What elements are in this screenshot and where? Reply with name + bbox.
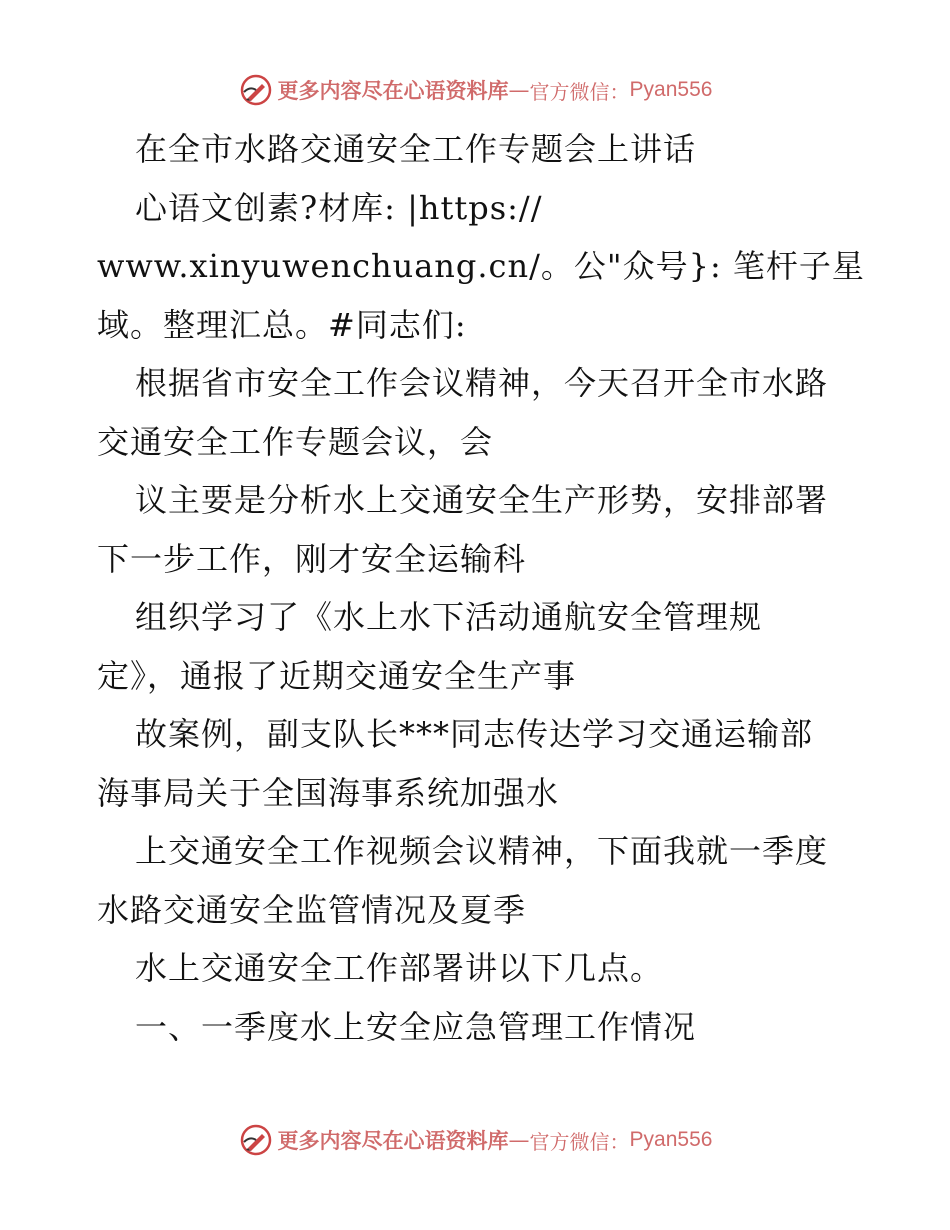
text-line: 议主要是分析水上交通安全生产形势，安排部署 bbox=[135, 481, 829, 519]
banner-title: 更多内容尽在心语资料库 bbox=[277, 1128, 509, 1153]
footer-banner bbox=[0, 1120, 950, 1160]
text-line: 定》，通报了近期交通安全生产事 bbox=[97, 656, 577, 695]
pen-logo-icon bbox=[238, 1122, 274, 1158]
text-line: 根据省市安全工作会议精神，今天召开全市水路 bbox=[135, 364, 829, 402]
section-heading: 一、一季度水上安全应急管理工作情况 bbox=[135, 1007, 697, 1046]
banner-separator: — bbox=[508, 1128, 530, 1152]
banner-wechat-label: 官方微信： bbox=[529, 79, 630, 104]
banner-wechat-id: Pyan556 bbox=[629, 78, 713, 101]
text-line: 心语文创素?材库: |https:// bbox=[135, 188, 543, 227]
text-line: 交通安全工作专题会议，会 bbox=[97, 422, 494, 461]
text-line: 水路交通安全监管情况及夏季 bbox=[97, 890, 527, 929]
text-line: 故案例，副支队长***同志传达学习交通运输部 bbox=[135, 715, 814, 753]
text-line: 组织学习了《水上水下活动通航安全管理规 bbox=[135, 598, 763, 636]
header-banner bbox=[0, 70, 950, 110]
text-line: 下一步工作，刚才安全运输科 bbox=[97, 539, 527, 578]
banner-separator: — bbox=[508, 78, 530, 102]
text-line: www.xinyuwenchuang.cn/。公"众号}: 笔杆子星 bbox=[97, 247, 865, 285]
banner-wechat-label: 官方微信： bbox=[529, 1129, 630, 1154]
text-line: 海事局关于全国海事系统加强水 bbox=[97, 773, 560, 812]
pen-logo-icon bbox=[238, 72, 274, 108]
text-line: 水上交通安全工作部署讲以下几点。 bbox=[135, 949, 664, 987]
banner-title: 更多内容尽在心语资料库 bbox=[277, 78, 509, 103]
text-line: 上交通安全工作视频会议精神，下面我就一季度 bbox=[135, 832, 829, 870]
doc-title: 在全市水路交通安全工作专题会上讲话 bbox=[135, 130, 697, 168]
document-body bbox=[97, 120, 877, 1056]
banner-wechat-id: Pyan556 bbox=[629, 1128, 713, 1151]
text-line: 域。整理汇总。#同志们: bbox=[97, 305, 467, 344]
